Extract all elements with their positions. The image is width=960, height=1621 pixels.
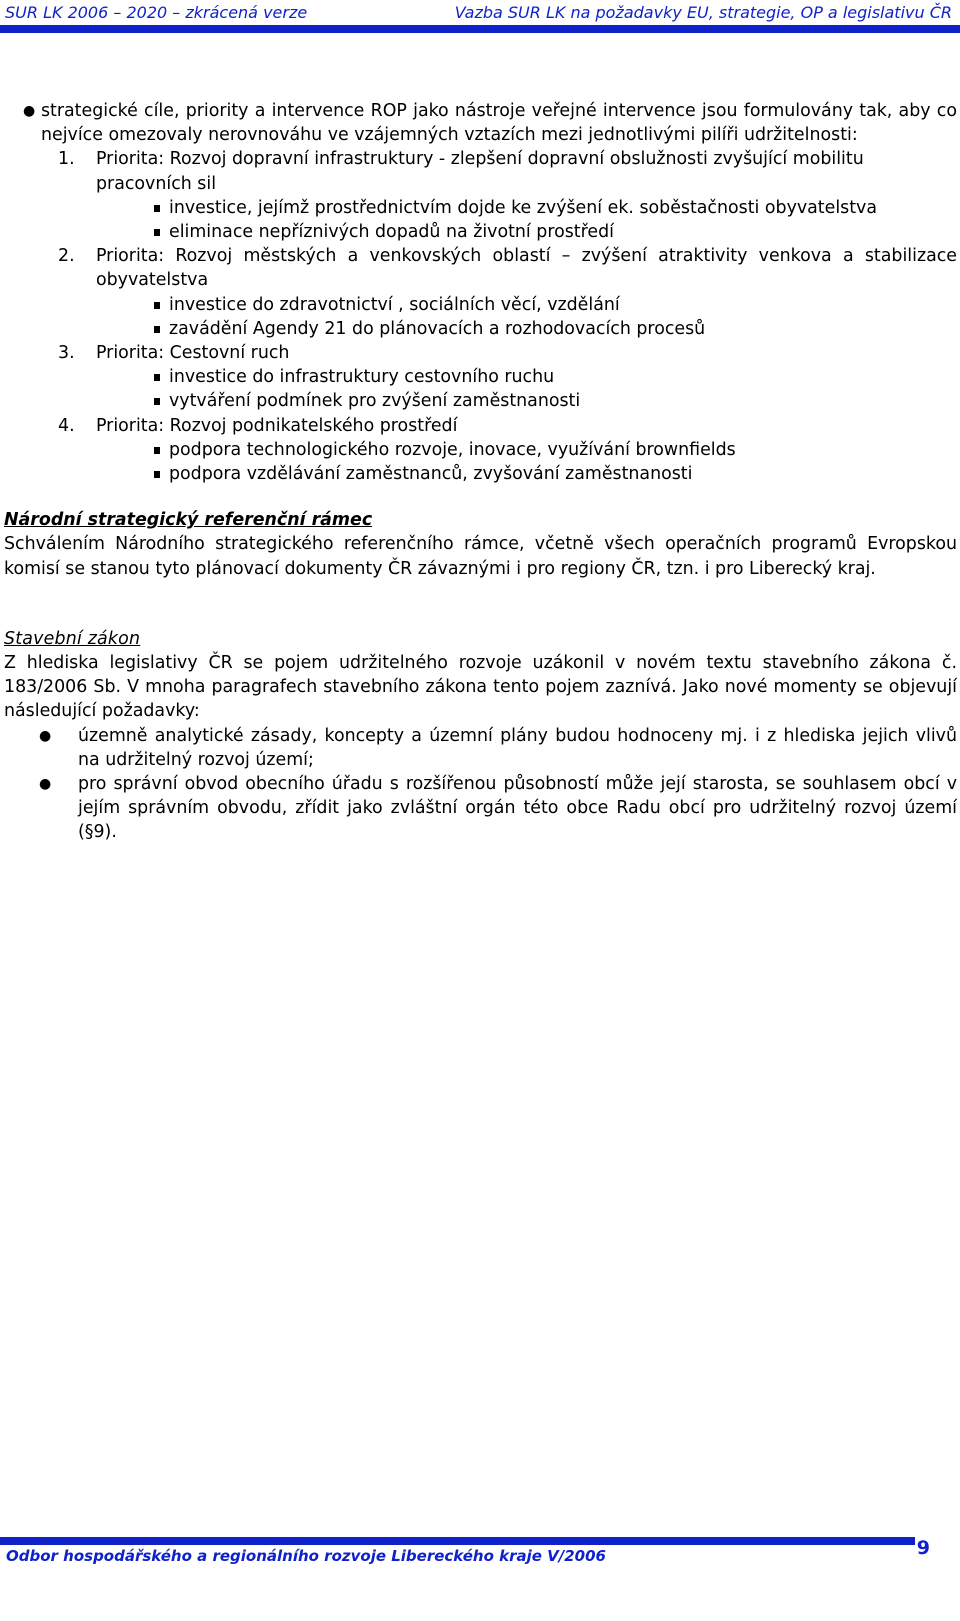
square-bullet-icon [154, 471, 160, 478]
priority-1 [4, 147, 957, 195]
intro-text: strategické cíle, priority a intervence ROP jako nástroje veřejné intervence jsou formulovány tak, aby co nejvíce omezovaly nerovnováhu ve vzájemných vztazích mezi jednotlivými pilíři udržitelnosti: [41, 101, 957, 146]
list-item [4, 293, 957, 317]
header-right-title: Vazba SUR LK na požadavky EU, strategie, OP a legislativu ČR [454, 3, 952, 22]
square-bullet-icon [154, 447, 160, 454]
page-body [4, 99, 957, 845]
spacer [4, 581, 957, 627]
list-item [4, 196, 957, 220]
page-header [0, 0, 960, 36]
list-item [4, 438, 957, 462]
priority-text: Priorita: Rozvoj dopravní infrastruktury - zlepšení dopravní obslužnosti zvyšující mobilitu pracovních sil [96, 149, 864, 194]
header-rule [0, 25, 960, 33]
list-item-text: územně analytické zásady, koncepty a územní plány budou hodnoceny mj. i z hlediska jejich vlivů na udržitelný rozvoj území; [78, 725, 957, 770]
list-item-text: podpora vzdělávání zaměstnanců, zvyšování zaměstnanosti [169, 464, 693, 485]
section-text-stavebni: Z hlediska legislativy ČR se pojem udržitelného rozvoje uzákonil v novém textu stavebního zákona č. 183/2006 Sb. V mnoha paragrafech stavebního zákona tento pojem zaznívá. Jako nové momenty se objevují následující požadavky: [4, 653, 957, 722]
bullet-dot-icon: ● [39, 776, 52, 793]
list-item [4, 365, 957, 389]
section-text-nsrr: Schválením Národního strategického referenčního rámce, včetně všech operačních programů Evropskou komisí se stanou tyto plánovací dokumenty ČR závaznými i pro regiony ČR, tzn. i pro Liberecký kraj. [4, 534, 957, 579]
list-item [4, 389, 957, 413]
footer-rule [0, 1537, 915, 1545]
priority-text: Priorita: Cestovní ruch [96, 343, 290, 364]
priority-number: 1. [58, 149, 75, 170]
square-bullet-icon [154, 205, 160, 212]
priority-text: Priorita: Rozvoj podnikatelského prostředí [96, 415, 458, 436]
priority-4 [4, 414, 957, 438]
priority-number: 2. [58, 246, 75, 267]
page-number: 9 [916, 1537, 930, 1559]
footer-text: Odbor hospodářského a regionálního rozvoje Libereckého kraje V/2006 [6, 1547, 606, 1565]
spacer [4, 486, 957, 508]
list-item-text: investice do infrastruktury cestovního ruchu [169, 367, 555, 388]
intro-bullet [4, 99, 957, 147]
list-item [4, 462, 957, 486]
section-heading-nsrr: Národní strategický referenční rámec [4, 510, 373, 531]
square-bullet-icon [154, 326, 160, 333]
priority-text: Priorita: Rozvoj městských a venkovských oblastí – zvýšení atraktivity venkova a stabilizace obyvatelstva [96, 246, 957, 291]
list-item-text: pro správní obvod obecního úřadu s rozšířenou působností může její starosta, se souhlasem obcí v jejím správním obvodu, zřídit jako zvláštní orgán této obce Radu obcí pro udržitelný rozvoj území (§9). [78, 774, 957, 843]
priority-3 [4, 341, 957, 365]
square-bullet-icon [154, 229, 160, 236]
list-item [4, 772, 957, 845]
list-item-text: zavádění Agendy 21 do plánovacích a rozhodovacích procesů [169, 318, 706, 339]
square-bullet-icon [154, 398, 160, 405]
list-item [4, 317, 957, 341]
list-item-text: podpora technologického rozvoje, inovace, využívání brownfields [169, 439, 736, 460]
bullet-dot-icon: ● [39, 727, 52, 744]
list-item-text: investice, jejímž prostřednictvím dojde ke zvýšení ek. soběstačnosti obyvatelstva [169, 197, 877, 218]
priority-2 [4, 244, 957, 292]
section-heading-stavebni: Stavební zákon [4, 628, 141, 649]
header-left-title: SUR LK 2006 – 2020 – zkrácená verze [5, 3, 308, 22]
priority-number: 4. [58, 415, 75, 436]
square-bullet-icon [154, 374, 160, 381]
list-item-text: vytváření podmínek pro zvýšení zaměstnanosti [169, 391, 581, 412]
list-item-text: investice do zdravotnictví , sociálních věcí, vzdělání [169, 294, 620, 315]
bullet-dot-icon: ● [23, 103, 36, 119]
list-item [4, 724, 957, 772]
list-item-text: eliminace nepříznivých dopadů na životní prostředí [169, 222, 614, 243]
priority-number: 3. [58, 343, 75, 364]
list-item [4, 220, 957, 244]
square-bullet-icon [154, 302, 160, 309]
